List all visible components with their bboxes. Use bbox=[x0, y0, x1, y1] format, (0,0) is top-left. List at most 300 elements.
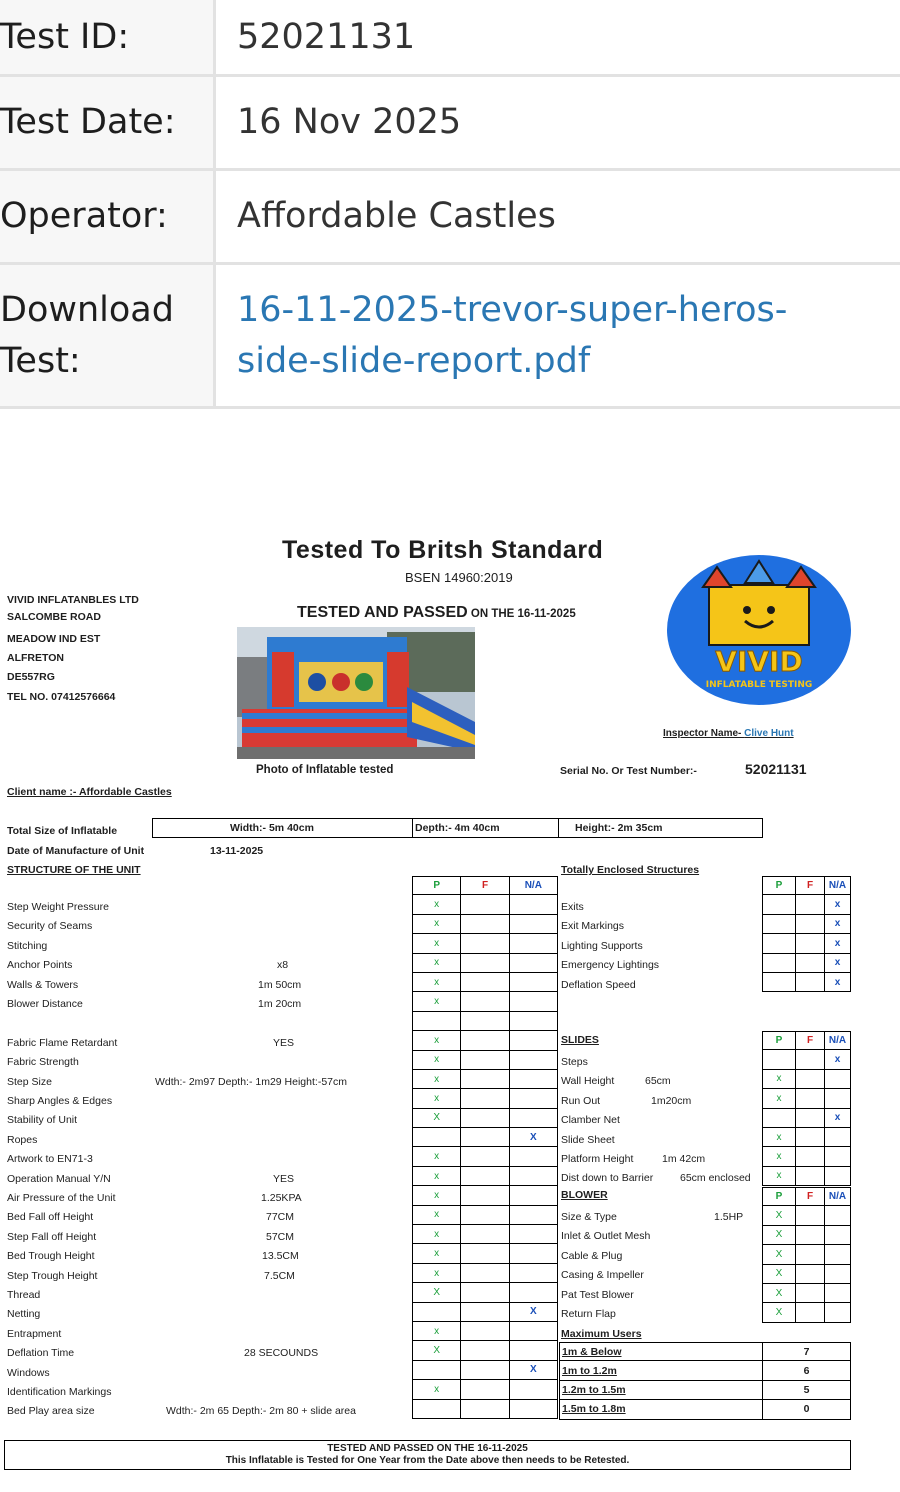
structure-row-value: 77CM bbox=[266, 1211, 295, 1224]
grid-row bbox=[763, 1089, 851, 1108]
grid-cell bbox=[461, 1341, 509, 1359]
footer-line: TESTED AND PASSED ON THE 16-11-2025 bbox=[327, 1443, 528, 1454]
size-label: Total Size of Inflatable bbox=[7, 825, 118, 837]
blower-title: BLOWER bbox=[561, 1189, 608, 1201]
grid-cell bbox=[510, 1341, 558, 1359]
grid-cell bbox=[461, 1128, 509, 1146]
grid-cell bbox=[461, 1244, 509, 1262]
size-height: Height:- 2m 35cm bbox=[575, 822, 663, 834]
grid-cell: X bbox=[413, 1341, 461, 1359]
grid-cell bbox=[510, 954, 558, 972]
grid-cell bbox=[796, 954, 825, 972]
grid-cell bbox=[796, 973, 825, 991]
max-users-label: 1.5m to 1.8m bbox=[560, 1400, 763, 1418]
blower-row-label: Cable & Plug bbox=[561, 1249, 623, 1262]
grid-cell: x bbox=[413, 934, 461, 952]
grid-cell: x bbox=[413, 1244, 461, 1262]
grid-row bbox=[413, 1012, 558, 1031]
grid-cell bbox=[510, 1283, 558, 1301]
grid-cell: P bbox=[763, 877, 796, 894]
grid-cell: N/A bbox=[825, 1032, 851, 1049]
grid-cell bbox=[796, 1089, 825, 1107]
grid-row bbox=[413, 1361, 558, 1380]
structure-row-label: Netting bbox=[7, 1308, 41, 1321]
structure-row-value: Wdth:- 2m97 Depth:- 1m29 Height:-57cm bbox=[155, 1075, 347, 1088]
grid-cell: x bbox=[413, 1167, 461, 1185]
grid-cell bbox=[461, 934, 509, 952]
structure-row-label: Ropes bbox=[7, 1133, 38, 1146]
inspector-label: Inspector Name- bbox=[663, 728, 745, 739]
grid-cell: X bbox=[763, 1226, 796, 1244]
info-row-operator bbox=[0, 171, 900, 265]
grid-row bbox=[413, 915, 558, 934]
grid-cell bbox=[510, 1206, 558, 1224]
grid-cell bbox=[796, 1245, 825, 1263]
grid-row bbox=[413, 1303, 558, 1322]
info-value: Affordable Castles bbox=[237, 196, 556, 236]
structure-row-label: Deflation Time bbox=[7, 1347, 75, 1360]
grid-row bbox=[413, 1167, 558, 1186]
grid-row bbox=[413, 1380, 558, 1399]
info-row-test-id bbox=[0, 0, 900, 77]
grid-cell bbox=[510, 1089, 558, 1107]
structure-row-label: Operation Manual Y/N bbox=[7, 1172, 111, 1185]
grid-cell: F bbox=[461, 877, 509, 894]
grid-cell bbox=[510, 1070, 558, 1088]
grid-cell bbox=[796, 1206, 825, 1224]
structure-row-label: Blower Distance bbox=[7, 998, 83, 1010]
slides-row-label: Clamber Net bbox=[561, 1114, 620, 1127]
max-users-value: 6 bbox=[763, 1361, 851, 1379]
blower-row-label: Size & Type bbox=[561, 1211, 617, 1223]
structure-row-label: Entrapment bbox=[7, 1327, 62, 1340]
grid-cell bbox=[461, 1361, 509, 1379]
grid-cell: x bbox=[413, 992, 461, 1010]
test-certificate bbox=[0, 530, 900, 1490]
passed-date: ON THE 16-11-2025 bbox=[467, 608, 576, 620]
grid-cell: X bbox=[413, 1283, 461, 1301]
grid-cell bbox=[461, 1206, 509, 1224]
slides-grid bbox=[762, 1031, 851, 1186]
grid-cell bbox=[763, 1109, 796, 1127]
footer-line: This Inflatable is Tested for One Year from the Date above then needs to be Retested. bbox=[225, 1455, 630, 1466]
grid-row bbox=[413, 1109, 558, 1128]
grid-cell bbox=[461, 1109, 509, 1127]
grid-row bbox=[763, 1167, 851, 1186]
address-line: VIVID INFLATANBLES LTD bbox=[7, 594, 139, 606]
grid-cell bbox=[461, 1283, 509, 1301]
grid-cell bbox=[825, 1284, 851, 1302]
grid-cell: x bbox=[825, 934, 851, 952]
grid-cell: x bbox=[413, 1225, 461, 1243]
grid-cell bbox=[825, 1167, 851, 1185]
max-users-table bbox=[559, 1342, 851, 1420]
grid-cell: x bbox=[413, 1089, 461, 1107]
max-users-row bbox=[560, 1400, 851, 1419]
grid-cell bbox=[763, 954, 796, 972]
slides-row-label: Slide Sheet bbox=[561, 1133, 615, 1146]
grid-cell bbox=[796, 1147, 825, 1165]
enclosed-title: Totally Enclosed Structures bbox=[561, 864, 700, 876]
grid-cell bbox=[461, 1186, 509, 1204]
cert-title: Tested To Britsh Standard bbox=[282, 536, 604, 564]
grid-cell bbox=[763, 1050, 796, 1068]
grid-cell bbox=[796, 1265, 825, 1283]
slides-row-value: 1m20cm bbox=[651, 1094, 692, 1107]
grid-cell: x bbox=[413, 1206, 461, 1224]
grid-cell bbox=[763, 915, 796, 933]
max-users-label: 1m & Below bbox=[560, 1343, 763, 1360]
certificate-footer bbox=[4, 1440, 851, 1470]
grid-cell bbox=[461, 1147, 509, 1165]
grid-cell bbox=[796, 1050, 825, 1068]
address-line: DE557RG bbox=[7, 671, 55, 683]
grid-cell bbox=[796, 1303, 825, 1321]
grid-cell: x bbox=[413, 1264, 461, 1282]
grid-cell bbox=[825, 1070, 851, 1088]
grid-row bbox=[413, 1186, 558, 1205]
grid-cell: x bbox=[413, 915, 461, 933]
grid-cell bbox=[796, 1128, 825, 1146]
enclosed-grid bbox=[762, 876, 851, 992]
grid-row bbox=[413, 934, 558, 953]
grid-row bbox=[413, 1244, 558, 1263]
structure-row-label: Thread bbox=[7, 1289, 41, 1301]
grid-row bbox=[763, 1187, 851, 1206]
grid-row bbox=[763, 1128, 851, 1147]
grid-row bbox=[413, 992, 558, 1011]
structure-row-label: Walls & Towers bbox=[7, 978, 79, 991]
grid-cell bbox=[461, 992, 509, 1010]
client-name: Client name :- Affordable Castles bbox=[7, 786, 172, 798]
grid-cell: x bbox=[413, 1186, 461, 1204]
grid-cell bbox=[796, 1226, 825, 1244]
info-row-test-date bbox=[0, 77, 900, 171]
structure-row-label: Step Fall off Height bbox=[7, 1230, 97, 1243]
tested-passed-heading bbox=[297, 604, 576, 622]
logo-wordmark: VIVID bbox=[715, 645, 803, 678]
grid-cell bbox=[510, 895, 558, 913]
logo-subtext: INFLATABLE TESTING bbox=[705, 680, 813, 690]
grid-cell: x bbox=[413, 1380, 461, 1398]
structure-title: STRUCTURE OF THE UNIT bbox=[7, 864, 141, 876]
grid-row bbox=[763, 876, 851, 895]
grid-cell bbox=[461, 1070, 509, 1088]
info-label: Test Date: bbox=[0, 77, 216, 168]
slides-row-label: Platform Height bbox=[561, 1153, 634, 1165]
structure-row-label: Fabric Strength bbox=[7, 1056, 79, 1069]
grid-row bbox=[763, 954, 851, 973]
grid-cell bbox=[461, 895, 509, 913]
blower-grid bbox=[762, 1187, 851, 1323]
grid-cell: x bbox=[763, 1070, 796, 1088]
structure-row-value: 7.5CM bbox=[264, 1269, 295, 1282]
grid-cell bbox=[510, 1109, 558, 1127]
grid-cell bbox=[461, 954, 509, 972]
grid-cell bbox=[510, 1264, 558, 1282]
test-info-table bbox=[0, 0, 900, 409]
grid-cell bbox=[510, 973, 558, 991]
grid-cell bbox=[796, 1167, 825, 1185]
grid-cell bbox=[510, 1012, 558, 1030]
grid-row bbox=[763, 1109, 851, 1128]
grid-cell: P bbox=[763, 1188, 796, 1205]
grid-row bbox=[413, 1264, 558, 1283]
grid-cell bbox=[510, 915, 558, 933]
structure-row-label: Identification Markings bbox=[7, 1386, 112, 1398]
structure-row-value: 1.25KPA bbox=[261, 1192, 302, 1204]
photo-caption: Photo of Inflatable tested bbox=[256, 764, 394, 776]
grid-row bbox=[763, 1265, 851, 1284]
grid-cell: N/A bbox=[825, 877, 851, 894]
info-label: Test ID: bbox=[0, 0, 216, 74]
grid-row bbox=[763, 973, 851, 992]
grid-cell: x bbox=[413, 1322, 461, 1340]
grid-cell: x bbox=[825, 1109, 851, 1127]
grid-cell: x bbox=[413, 973, 461, 991]
grid-cell bbox=[461, 1089, 509, 1107]
grid-row bbox=[413, 1341, 558, 1360]
grid-row bbox=[413, 876, 558, 895]
structure-row-value: 13.5CM bbox=[262, 1250, 299, 1263]
size-box bbox=[152, 818, 763, 838]
info-value bbox=[216, 265, 900, 406]
grid-cell bbox=[796, 915, 825, 933]
slides-row-label: Run Out bbox=[561, 1094, 601, 1107]
slides-row-value: 1m 42cm bbox=[662, 1153, 706, 1165]
info-label: Operator: bbox=[0, 171, 216, 262]
info-value: 52021131 bbox=[237, 16, 416, 57]
blower-row-label: Casing & Impeller bbox=[561, 1269, 644, 1282]
enclosed-row-label: Emergency Lightings bbox=[561, 959, 660, 972]
structure-row-label: Bed Play area size bbox=[7, 1405, 95, 1418]
slides-row-label: Wall Height bbox=[561, 1075, 615, 1088]
grid-cell: X bbox=[763, 1245, 796, 1263]
structure-row-value: 28 SECOUNDS bbox=[244, 1347, 319, 1360]
grid-cell: x bbox=[413, 895, 461, 913]
max-users-title: Maximum Users bbox=[561, 1328, 642, 1340]
grid-row bbox=[413, 1031, 558, 1050]
grid-cell bbox=[510, 934, 558, 952]
grid-cell: X bbox=[763, 1284, 796, 1302]
cert-subtitle: BSEN 14960:2019 bbox=[405, 570, 513, 585]
grid-cell bbox=[461, 1012, 509, 1030]
max-users-row bbox=[560, 1381, 851, 1400]
grid-cell bbox=[510, 1031, 558, 1049]
grid-row bbox=[413, 1051, 558, 1070]
grid-cell: x bbox=[825, 1050, 851, 1068]
grid-cell bbox=[413, 1012, 461, 1030]
structure-row-label: Stitching bbox=[7, 939, 48, 952]
inflatable-photo bbox=[237, 627, 475, 759]
structure-row-label: Fabric Flame Retardant bbox=[7, 1036, 118, 1049]
grid-cell bbox=[796, 1284, 825, 1302]
structure-row-label: Bed Trough Height bbox=[7, 1250, 95, 1263]
grid-cell: x bbox=[413, 1031, 461, 1049]
serial-value: 52021131 bbox=[745, 761, 807, 777]
grid-row bbox=[413, 973, 558, 992]
grid-cell: F bbox=[796, 1188, 825, 1205]
slides-row-label: Dist down to Barrier bbox=[561, 1172, 654, 1185]
structure-row-value: Wdth:- 2m 65 Depth:- 2m 80 + slide area bbox=[166, 1405, 356, 1418]
grid-cell: N/A bbox=[510, 877, 558, 894]
grid-cell: x bbox=[825, 954, 851, 972]
slides-title: SLIDES bbox=[561, 1034, 599, 1046]
max-users-value: 0 bbox=[763, 1400, 851, 1418]
grid-row bbox=[413, 1400, 558, 1419]
size-width: Width:- 5m 40cm bbox=[153, 819, 413, 837]
grid-cell bbox=[510, 1225, 558, 1243]
grid-cell: F bbox=[796, 1032, 825, 1049]
grid-cell bbox=[510, 992, 558, 1010]
download-report-link[interactable]: 16-11-2025-trevor-super-heros-side-slide-report.pdf bbox=[237, 289, 788, 381]
grid-cell bbox=[461, 1051, 509, 1069]
vivid-logo bbox=[667, 555, 851, 705]
grid-cell bbox=[461, 1264, 509, 1282]
grid-row bbox=[763, 1070, 851, 1089]
structure-row-label: Stability of Unit bbox=[7, 1114, 78, 1127]
grid-cell bbox=[796, 895, 825, 913]
grid-cell: X bbox=[413, 1109, 461, 1127]
structure-grid bbox=[412, 876, 558, 1419]
structure-row-value: YES bbox=[273, 1036, 295, 1049]
grid-cell bbox=[510, 1186, 558, 1204]
grid-cell: x bbox=[413, 1070, 461, 1088]
grid-cell bbox=[461, 1167, 509, 1185]
grid-row bbox=[763, 1245, 851, 1264]
structure-row-label: Air Pressure of the Unit bbox=[7, 1192, 116, 1204]
blower-row-value: 1.5HP bbox=[714, 1211, 744, 1223]
structure-row-label: Bed Fall off Height bbox=[7, 1211, 94, 1224]
grid-cell: x bbox=[413, 1051, 461, 1069]
grid-cell bbox=[461, 1400, 509, 1418]
grid-cell: P bbox=[763, 1032, 796, 1049]
manufacture-date-value: 13-11-2025 bbox=[210, 845, 264, 857]
structure-row-value: 1m 20cm bbox=[258, 998, 302, 1010]
structure-row-label: Anchor Points bbox=[7, 959, 73, 972]
grid-cell: X bbox=[510, 1361, 558, 1379]
grid-cell bbox=[510, 1322, 558, 1340]
grid-cell bbox=[510, 1147, 558, 1165]
grid-cell bbox=[461, 973, 509, 991]
grid-row bbox=[413, 1322, 558, 1341]
grid-cell: X bbox=[763, 1265, 796, 1283]
blower-row-label: Return Flap bbox=[561, 1308, 616, 1320]
grid-row bbox=[413, 1225, 558, 1244]
grid-cell bbox=[825, 1226, 851, 1244]
grid-cell: x bbox=[763, 1167, 796, 1185]
grid-cell bbox=[413, 1128, 461, 1146]
structure-row-value: x8 bbox=[277, 959, 289, 972]
grid-cell: F bbox=[796, 877, 825, 894]
grid-cell bbox=[510, 1244, 558, 1262]
enclosed-row-label: Exit Markings bbox=[561, 920, 625, 933]
manufacture-date-label: Date of Manufacture of Unit bbox=[7, 845, 145, 857]
grid-row bbox=[763, 1303, 851, 1322]
grid-cell bbox=[461, 915, 509, 933]
grid-cell bbox=[510, 1167, 558, 1185]
structure-row-value: 1m 50cm bbox=[258, 978, 302, 991]
enclosed-row-label: Deflation Speed bbox=[561, 978, 636, 991]
grid-row bbox=[413, 1070, 558, 1089]
address-line: TEL NO. 07412576664 bbox=[7, 691, 116, 703]
grid-row bbox=[763, 1031, 851, 1050]
inspector-name bbox=[663, 728, 794, 739]
grid-cell bbox=[510, 1400, 558, 1418]
address-line: SALCOMBE ROAD bbox=[7, 611, 101, 623]
grid-cell bbox=[413, 1361, 461, 1379]
max-users-value: 7 bbox=[763, 1343, 851, 1360]
grid-cell bbox=[461, 1380, 509, 1398]
max-users-row bbox=[560, 1361, 851, 1380]
slides-row-value: 65cm bbox=[645, 1075, 671, 1088]
grid-cell bbox=[825, 1303, 851, 1321]
grid-row bbox=[413, 1147, 558, 1166]
grid-cell bbox=[461, 1225, 509, 1243]
grid-cell bbox=[796, 1070, 825, 1088]
max-users-row bbox=[560, 1342, 851, 1361]
grid-row bbox=[413, 954, 558, 973]
grid-cell bbox=[763, 895, 796, 913]
enclosed-row-label: Exits bbox=[561, 901, 584, 913]
max-users-label: 1.2m to 1.5m bbox=[560, 1381, 763, 1399]
grid-cell: x bbox=[413, 954, 461, 972]
structure-row-label: Step Trough Height bbox=[7, 1269, 98, 1282]
grid-cell bbox=[796, 934, 825, 952]
grid-row bbox=[763, 1206, 851, 1225]
grid-cell: x bbox=[825, 915, 851, 933]
grid-cell: X bbox=[763, 1303, 796, 1321]
grid-cell bbox=[763, 973, 796, 991]
grid-cell bbox=[510, 1380, 558, 1398]
structure-row-value: YES bbox=[273, 1172, 295, 1185]
blower-row-label: Pat Test Blower bbox=[561, 1288, 634, 1301]
grid-cell bbox=[413, 1303, 461, 1321]
structure-row-label: Windows bbox=[7, 1366, 50, 1379]
grid-cell bbox=[796, 1109, 825, 1127]
structure-row-value: 57CM bbox=[266, 1230, 295, 1243]
info-label: Download Test: bbox=[0, 265, 216, 406]
grid-cell bbox=[461, 1303, 509, 1321]
grid-cell: P bbox=[413, 877, 461, 894]
grid-row bbox=[763, 895, 851, 914]
grid-cell: x bbox=[763, 1089, 796, 1107]
grid-cell bbox=[825, 1265, 851, 1283]
slides-row-value: 65cm enclosed bbox=[680, 1172, 751, 1185]
address-line: MEADOW IND EST bbox=[7, 633, 101, 645]
size-depth: Depth:- 4m 40cm bbox=[413, 819, 559, 837]
grid-row bbox=[413, 1089, 558, 1108]
grid-cell bbox=[825, 1089, 851, 1107]
grid-row bbox=[763, 1147, 851, 1166]
grid-cell: X bbox=[510, 1303, 558, 1321]
passed-main: TESTED AND PASSED bbox=[297, 604, 468, 621]
grid-cell bbox=[461, 1322, 509, 1340]
serial-label: Serial No. Or Test Number:- bbox=[560, 765, 697, 777]
structure-row-label: Artwork to EN71-3 bbox=[7, 1153, 93, 1166]
structure-row-label: Security of Seams bbox=[7, 920, 93, 933]
grid-cell bbox=[825, 1128, 851, 1146]
slides-row-label: Steps bbox=[561, 1056, 588, 1068]
grid-row bbox=[763, 1050, 851, 1069]
info-value: 16 Nov 2025 bbox=[237, 102, 462, 142]
grid-cell: X bbox=[510, 1128, 558, 1146]
structure-row-label: Step Size bbox=[7, 1075, 52, 1088]
grid-row bbox=[763, 915, 851, 934]
grid-cell: x bbox=[825, 973, 851, 991]
grid-row bbox=[763, 934, 851, 953]
max-users-value: 5 bbox=[763, 1381, 851, 1399]
